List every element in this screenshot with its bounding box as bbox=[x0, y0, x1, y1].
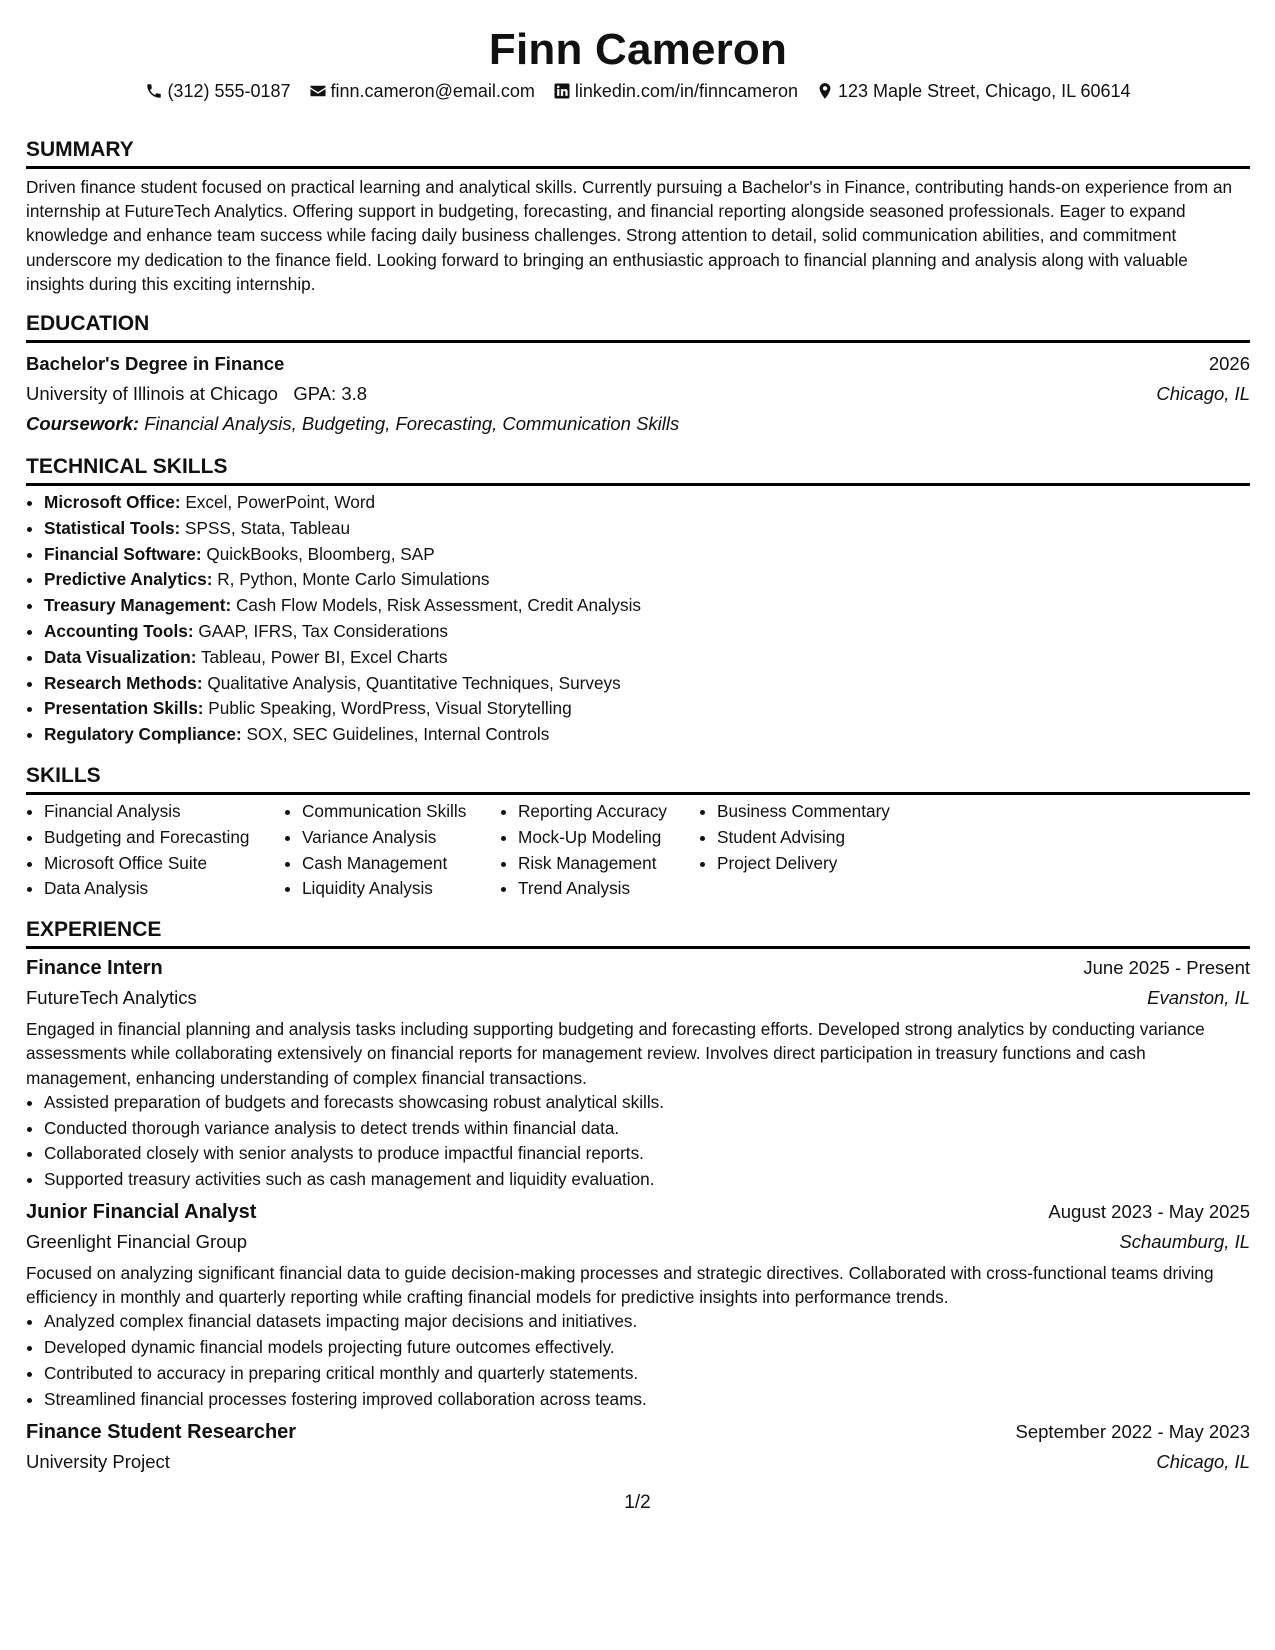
skill-category: Research Methods: bbox=[44, 672, 203, 693]
list-item: • Budgeting and Forecasting bbox=[44, 825, 284, 851]
list-item bbox=[44, 671, 1250, 697]
job-title: Finance Student Researcher bbox=[26, 1420, 297, 1443]
skill-category: Financial Software: bbox=[44, 543, 202, 564]
school-line bbox=[26, 379, 367, 409]
resume-page bbox=[26, 0, 1250, 1477]
list-item: • Developed dynamic financial models projecting future outcomes effectively. bbox=[44, 1335, 1250, 1361]
job-location: Chicago, IL bbox=[1156, 1450, 1250, 1472]
skill-values: Public Speaking, WordPress, Visual Storytelling bbox=[208, 698, 572, 719]
email-text: finn.cameron@email.com bbox=[330, 81, 535, 101]
list-item: • Communication Skills bbox=[302, 799, 500, 825]
contact-bar bbox=[26, 78, 1250, 104]
list-item bbox=[44, 542, 1250, 568]
job-bullets bbox=[26, 1090, 1250, 1193]
page-number: 1/2 bbox=[624, 1492, 651, 1513]
company-name: University Project bbox=[26, 1450, 170, 1472]
coursework bbox=[26, 409, 1250, 439]
gpa: GPA: 3.8 bbox=[293, 383, 368, 405]
experience-heading: EXPERIENCE bbox=[26, 916, 1250, 949]
list-item bbox=[44, 567, 1250, 593]
skills-column bbox=[699, 799, 967, 902]
job-entry bbox=[26, 953, 1250, 1193]
graduation-year: 2026 bbox=[1208, 353, 1250, 375]
skill-values: SOX, SEC Guidelines, Internal Controls bbox=[246, 724, 550, 745]
list-item: • Business Commentary bbox=[717, 799, 967, 825]
job-title: Finance Intern bbox=[26, 957, 163, 980]
contact-phone[interactable] bbox=[145, 78, 290, 104]
job-dates: June 2025 - Present bbox=[1083, 957, 1250, 979]
list-item: • Analyzed complex financial datasets impacting major decisions and initiatives. bbox=[44, 1309, 1250, 1335]
linkedin-icon bbox=[553, 82, 571, 100]
job-entry bbox=[26, 1417, 1250, 1477]
company-name: Greenlight Financial Group bbox=[26, 1230, 248, 1252]
job-title: Junior Financial Analyst bbox=[26, 1200, 257, 1223]
list-item: • Contributed to accuracy in preparing critical monthly and quarterly statements. bbox=[44, 1361, 1250, 1387]
list-item: • Variance Analysis bbox=[302, 825, 500, 851]
address-text: 123 Maple Street, Chicago, IL 60614 bbox=[838, 81, 1131, 101]
skill-values: Excel, PowerPoint, Word bbox=[185, 492, 376, 513]
coursework-label: Coursework: bbox=[26, 413, 140, 435]
list-item bbox=[44, 696, 1250, 722]
job-location: Evanston, IL bbox=[1147, 987, 1250, 1009]
skill-category: Data Visualization: bbox=[44, 646, 197, 667]
company-name: FutureTech Analytics bbox=[26, 987, 197, 1009]
job-description: Focused on analyzing significant financial data to guide decision-making processes and strategic directives. Collaborated with cross-functional teams driving efficiency in monthly and quarterly reporting while crafting financial models for predictive insights into performance trends. bbox=[26, 1262, 1214, 1308]
list-item: • Cash Management bbox=[302, 851, 500, 877]
phone-icon bbox=[145, 82, 163, 100]
skill-values: Tableau, Power BI, Excel Charts bbox=[200, 646, 448, 667]
list-item bbox=[44, 619, 1250, 645]
education-heading: EDUCATION bbox=[26, 310, 1250, 343]
job-dates: September 2022 - May 2023 bbox=[1015, 1420, 1250, 1442]
list-item: • Project Delivery bbox=[717, 851, 967, 877]
skill-values: GAAP, IFRS, Tax Considerations bbox=[198, 621, 449, 641]
list-item: • Supported treasury activities such as cash management and liquidity evaluation. bbox=[44, 1167, 1250, 1193]
skills-grid bbox=[26, 799, 1250, 902]
list-item bbox=[44, 516, 1250, 542]
list-item: • Risk Management bbox=[518, 851, 699, 877]
list-item: • Reporting Accuracy bbox=[518, 799, 699, 825]
job-entry bbox=[26, 1197, 1250, 1413]
map-pin-icon bbox=[816, 82, 834, 100]
list-item: • Collaborated closely with senior analysts to produce impactful financial reports. bbox=[44, 1141, 1250, 1167]
list-item bbox=[44, 645, 1250, 671]
job-bullets bbox=[26, 1309, 1250, 1412]
job-location: Schaumburg, IL bbox=[1119, 1230, 1250, 1252]
skill-category: Predictive Analytics: bbox=[44, 569, 213, 590]
list-item: • Trend Analysis bbox=[518, 876, 699, 902]
degree: Bachelor's Degree in Finance bbox=[26, 353, 285, 375]
list-item bbox=[44, 722, 1250, 748]
skill-values: Qualitative Analysis, Quantitative Techniques, Surveys bbox=[207, 672, 621, 693]
list-item: • Conducted thorough variance analysis to detect trends within financial data. bbox=[44, 1116, 1250, 1142]
list-item: • Streamlined financial processes fostering improved collaboration across teams. bbox=[44, 1387, 1250, 1413]
job-dates: August 2023 - May 2025 bbox=[1048, 1200, 1250, 1222]
list-item: • Microsoft Office Suite bbox=[44, 851, 284, 877]
list-item: • Student Advising bbox=[717, 825, 967, 851]
list-item bbox=[44, 490, 1250, 516]
list-item: • Assisted preparation of budgets and forecasts showcasing robust analytical skills. bbox=[44, 1090, 1250, 1116]
envelope-icon bbox=[309, 82, 327, 100]
education-entry bbox=[26, 349, 1250, 439]
technical-skills-list bbox=[26, 490, 1250, 748]
skill-category: Treasury Management: bbox=[44, 595, 232, 616]
contact-linkedin[interactable] bbox=[553, 78, 798, 104]
skills-column bbox=[500, 799, 699, 902]
skill-category: Presentation Skills: bbox=[44, 698, 204, 719]
skill-values: R, Python, Monte Carlo Simulations bbox=[217, 569, 490, 590]
skill-values: SPSS, Stata, Tableau bbox=[185, 517, 351, 538]
job-description: Engaged in financial planning and analysis tasks including supporting budgeting and forecasting efforts. Developed strong analytics by conducting variance assessments while collaborating extensively on financial reports for management review. Involves direct participation in treasury functions and cash management, enhancing understanding of complex financial transactions. bbox=[26, 1019, 1205, 1088]
skill-values: Cash Flow Models, Risk Assessment, Credit Analysis bbox=[236, 595, 641, 616]
skill-category: Regulatory Compliance: bbox=[44, 724, 242, 745]
skill-category: Accounting Tools: bbox=[44, 621, 194, 641]
phone-text: (312) 555-0187 bbox=[167, 81, 291, 101]
skills-column bbox=[26, 799, 284, 902]
list-item: • Financial Analysis bbox=[44, 799, 284, 825]
skill-category: Microsoft Office: bbox=[44, 492, 181, 513]
summary-heading: SUMMARY bbox=[26, 136, 1250, 169]
contact-email[interactable] bbox=[309, 78, 535, 104]
summary-text: Driven finance student focused on practical learning and analytical skills. Currently pursuing a Bachelor's in Finance, contributing hands-on experience from an internship at FutureTech Analytics. Offering support in budgeting, forecasting, and financial reporting alongside seasoned professionals. Eager to expand knowledge and enhance team success while facing daily business challenges. Strong attention to detail, solid communication abilities, and commitment underscore my dedication to the finance field. Looking forward to bringing an enthusiastic approach to financial planning and analysis along with valuable insights during this exciting internship. bbox=[26, 177, 1233, 294]
list-item bbox=[44, 593, 1250, 619]
contact-address bbox=[816, 78, 1131, 104]
skills-heading: SKILLS bbox=[26, 762, 1250, 795]
technical-skills-heading: TECHNICAL SKILLS bbox=[26, 453, 1250, 486]
list-item: • Liquidity Analysis bbox=[302, 876, 500, 902]
skill-values: QuickBooks, Bloomberg, SAP bbox=[206, 543, 435, 564]
candidate-name: Finn Cameron bbox=[488, 25, 788, 74]
skill-category: Statistical Tools: bbox=[44, 517, 181, 538]
list-item: • Data Analysis bbox=[44, 876, 284, 902]
skills-column bbox=[284, 799, 500, 902]
list-item: • Mock-Up Modeling bbox=[518, 825, 699, 851]
school-location: Chicago, IL bbox=[1156, 383, 1250, 405]
school-name: University of Illinois at Chicago bbox=[26, 383, 278, 405]
linkedin-text: linkedin.com/in/finncameron bbox=[574, 81, 799, 101]
coursework-list: Financial Analysis, Budgeting, Forecasting, Communication Skills bbox=[144, 413, 680, 435]
